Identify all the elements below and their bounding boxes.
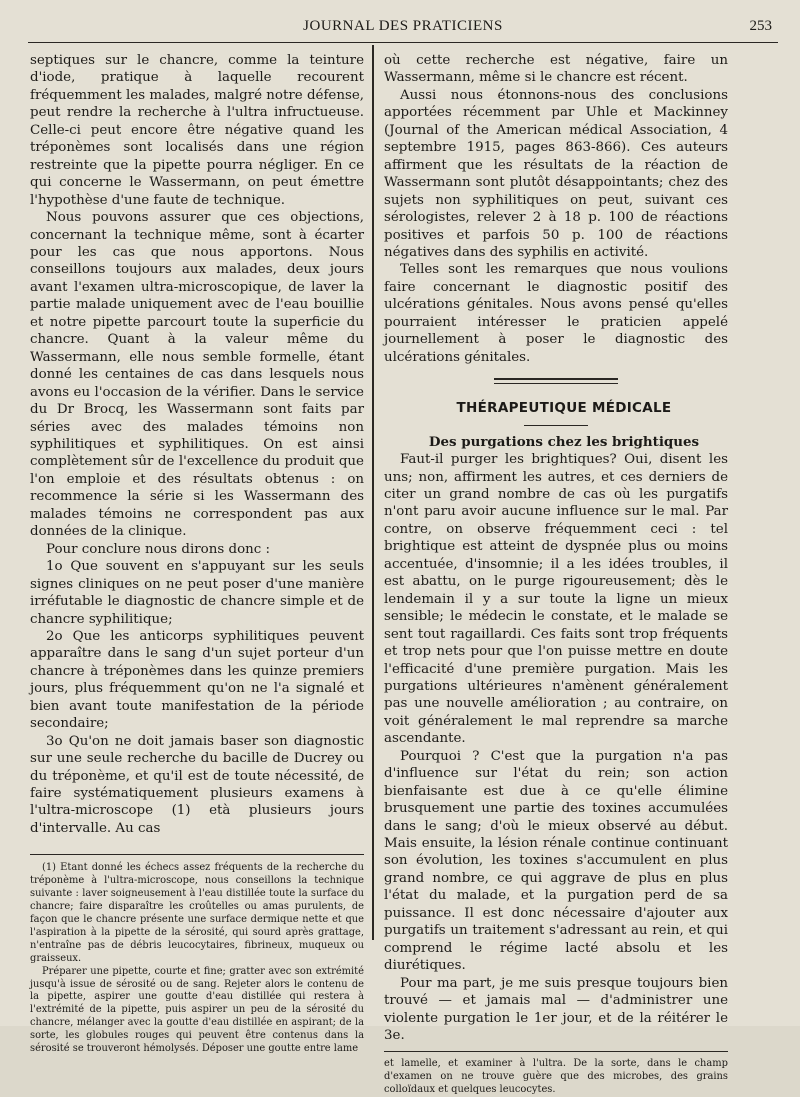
paragraph: 1o Que souvent en s'appuyant sur les seuls signes cliniques on ne peut poser d'une manière irréfutable le diagnostic de chancre simple et de chancre syphilitique; [30, 559, 364, 627]
footnote: (1) Etant donné les échecs assez fréquents de la recherche du tréponème à l'ultra-microscope, nous conseillons la technique suivante : laver soigneusement à l'eau distillée toute la surface du chancre; faire disparaître les croûtelles ou amas purulents, de façon que le chancre présente une surface dermique nette et que l'aspiration à la pipette de la sérosité, qui sourd après grattage, n'entraîne pas de débris leucocytaires, fibrineux, muqueux ou graisseux. [30, 862, 364, 964]
left-column [30, 52, 364, 1056]
column-divider [372, 45, 374, 940]
article-title: Des purgations chez les brightiques [428, 433, 700, 450]
journal-title: JOURNAL DES PRATICIENS [303, 18, 503, 34]
paragraph: septiques sur le chancre, comme la teinture d'iode, pratique à laquelle recourent fréquemment les malades, malgré notre défense, peut rendre la recherche à l'ultra infructueuse. Celle-ci peut encore être négative quand les tréponèmes sont localisés dans une région restreinte que la pipette pourra négliger. En ce qui concerne le Wassermann, on peut émettre l'hypothèse d'une faute de technique. [30, 53, 364, 208]
footnote-rule [30, 854, 364, 855]
paragraph: Pour conclure nous dirons donc : [46, 541, 271, 557]
paragraph: Faut-il purger les brightiques? Oui, disent les uns; non, affirment les autres, et ces derniers de citer un grand nombre de cas où les purgatifs n'ont paru avoir aucune influence sur le mal. Par contre, on observe fréquemment ceci : tel brightique est atteint de dyspnée plus ou moins accentuée, d'insomnie; il a les idées troubles, il est abattu, on le purge rigoureusement; dès le lendemain il y a sur toute la ligne un mieux sensible; le médecin le constate, et le malade se sent tout ragaillardi. Ces faits sont trop fréquents et trop nets pour que l'on puisse mettre en doute l'efficacité d'une première purgation. Mais les purgations ultérieures n'amènent généralement pas une nouvelle amélioration ; au contraire, on voit généralement le mal reprendre sa marche ascendante. [384, 452, 728, 747]
section-title: THÉRAPEUTIQUE MÉDICALE [456, 400, 672, 417]
footnote-rule [384, 1051, 728, 1052]
section-separator [494, 378, 618, 384]
right-column [384, 52, 728, 1097]
paragraph: 3o Qu'on ne doit jamais baser son diagnostic sur une seule recherche du bacille de Ducrey ou du tréponème, et qu'il est de toute nécessité, de faire systématiquement plusieurs examens à l'ultra-microscope (1) età plusieurs jours d'intervalle. Au cas [30, 733, 364, 836]
footnote: et lamelle, et examiner à l'ultra. De la sorte, dans le champ d'examen on ne trouve guère que des microbes, des grains colloïdaux et quelques leucocytes. [384, 1058, 728, 1096]
paragraph: Aussi nous étonnons-nous des conclusions apportées récemment par Uhle et Mackinney (Journal of the American médical Association, 4 septembre 1915, pages 863-866). Ces auteurs affirment que les résultats de la réaction de Wassermann sont plutôt désappointants; chez des sujets non syphilitiques on peut, suivant ces sérologistes, relever 2 à 18 p. 100 de réactions positives et parfois 50 p. 100 de réactions négatives dans des syphilis en activité. [384, 87, 728, 260]
footnote-continued [384, 1058, 728, 1097]
paragraph: Pourquoi ? C'est que la purgation n'a pas d'influence sur l'état du rein; son action bienfaisante est due à ce qu'elle élimine brusquement une partie des toxines accumulées dans le sang; d'où le mieux observé au début. Mais ensuite, la lésion rénale continue continuant son évolution, les toxines s'accumulent en plus grand nombre, ce qui aggrave de plus en plus l'état du malade, et la purgation perd de sa puissance. Il est donc nécessaire d'ajouter aux purgatifs un traitement s'adressant au rein, et qui comprend le régime lacté absolu et les diurétiques. [384, 748, 728, 974]
paragraph: Telles sont les remarques que nous voulions faire concernant le diagnostic positif des ulcérations génitales. Nous avons pensé qu'elles pourraient intéresser le praticien appelé journellement à poser le diagnostic des ulcérations génitales. [384, 262, 728, 365]
title-underline [524, 425, 588, 426]
paragraph: Nous pouvons assurer que ces objections, concernant la technique même, sont à écarter pour les cas que nous apportons. Nous conseillons toujours aux malades, deux jours avant l'examen ultra-microscopique, de laver la partie malade uniquement avec de l'eau bouillie et notre pipette parcourt toute la superficie du chancre. Quant à la valeur même du Wassermann, elle nous semble formelle, étant donné les centaines de cas dans lesquels nous avons eu l'occasion de la vérifier. Dans le service du Dr Brocq, les Wassermann sont faits par séries avec des malades témoins non syphilitiques et syphilitiques. On est ainsi complètement sûr de l'excellence du produit que l'on emploie et des résultats obtenus : on recommence la série si les Wassermann des malades témoins ne correspondent pas aux données de la clinique. [30, 210, 364, 540]
header-rule [28, 42, 778, 43]
footnotes [30, 862, 364, 1056]
paragraph: où cette recherche est négative, faire un Wassermann, même si le chancre est récent. [384, 53, 728, 86]
running-header [28, 18, 778, 40]
page-number: 253 [749, 18, 772, 34]
paragraph: Pour ma part, je me suis presque toujours bien trouvé — et jamais mal — d'administrer une violente purgation le 1er jour, et de la réitérer le 3e. [384, 975, 728, 1044]
footnote: Préparer une pipette, courte et fine; gratter avec son extrémité jusqu'à issue de sérosité ou de sang. Rejeter alors le contenu de la pipette, aspirer une goutte d'eau distillée qui restera à l'extrémité de la pipette, puis aspirer un peu de la sérosité du chancre, mélanger avec la goutte d'eau distillée en aspirant; de la sorte, les globules rouges qui peuvent être contenus dans la sérosité se trouveront hémolysés. Déposer une goutte entre lame [30, 965, 364, 1055]
paragraph: 2o Que les anticorps syphilitiques peuvent apparaître dans le sang d'un sujet porteur d'un chancre à tréponèmes dans les quinze premiers jours, plus fréquemment qu'on ne l'a signalé et bien avant toute manifestation de la période secondaire; [30, 628, 364, 732]
